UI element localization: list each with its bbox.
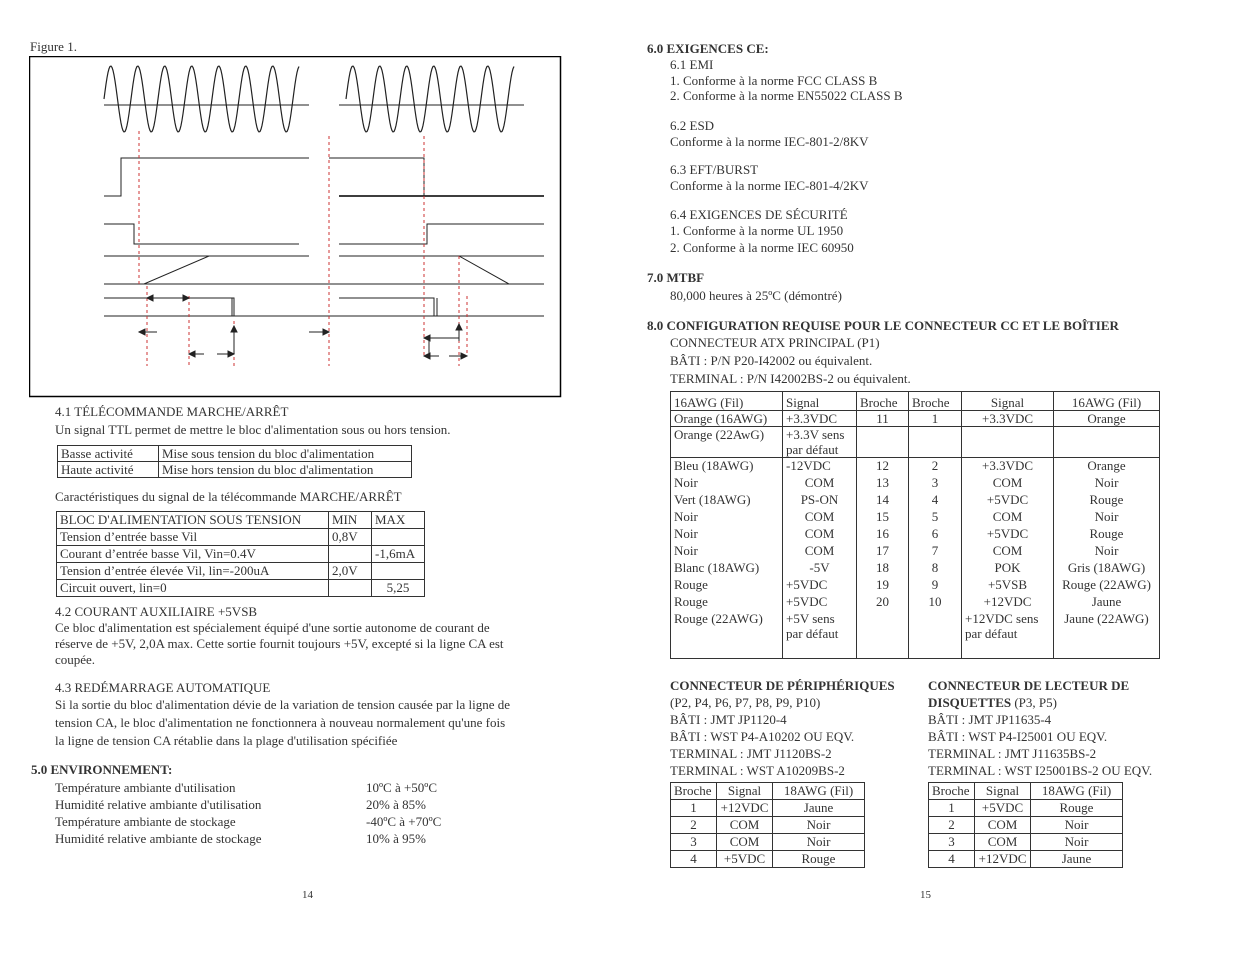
- table-cell: 3: [671, 834, 717, 851]
- table-row: [929, 817, 1123, 834]
- table-cell: [909, 427, 962, 458]
- table-row: [671, 427, 1160, 458]
- table-cell: Noir: [671, 526, 783, 543]
- table-cell: 3: [929, 834, 975, 851]
- table-cell: +5VDC: [975, 800, 1031, 817]
- table-cell: Rouge (22AWG): [1054, 577, 1160, 594]
- s62-text: Conforme à la norme IEC-801-2/8KV: [670, 134, 869, 149]
- floppy-table: [928, 782, 1123, 868]
- table-cell: Noir: [773, 817, 865, 834]
- table-cell: [329, 546, 372, 563]
- table-cell: Jaune: [773, 800, 865, 817]
- table-cell: 2: [929, 817, 975, 834]
- table-row: [671, 509, 1160, 526]
- table-cell: Jaune: [1031, 851, 1123, 868]
- table-row: [58, 446, 412, 462]
- env-value: -40ºC à +70ºC: [366, 814, 442, 829]
- s61-item: 1. Conforme à la norme FCC CLASS B: [670, 73, 878, 88]
- s6-title: 6.0 EXIGENCES CE:: [647, 41, 769, 56]
- s7-text: 80,000 heures à 25ºC (démontré): [670, 288, 842, 303]
- table-cell: Rouge: [1054, 526, 1160, 543]
- table-cell: +5V sens par défaut: [783, 611, 857, 659]
- s42-line: réserve de +5V, 2,0A max. Cette sortie fournit toujours +5V, excepté si la ligne CA est: [55, 636, 504, 651]
- page-number: 15: [920, 889, 931, 901]
- table-cell: [857, 427, 909, 458]
- table-cell: +3.3VDC: [783, 411, 857, 427]
- table-cell: 18: [857, 560, 909, 577]
- periph-line: TERMINAL : WST A10209BS-2: [670, 763, 845, 778]
- table-cell: PS-ON: [783, 492, 857, 509]
- figure-label: Figure 1.: [30, 39, 77, 54]
- table-cell: Noir: [1054, 543, 1160, 560]
- table-row: [58, 462, 412, 478]
- table-cell: Bleu (18AWG): [671, 458, 783, 475]
- table-cell: 8: [909, 560, 962, 577]
- table-header: Broche: [929, 783, 975, 800]
- table-cell: 20: [857, 594, 909, 611]
- table-cell: Rouge: [671, 577, 783, 594]
- table-row: [671, 560, 1160, 577]
- table-row: [671, 851, 865, 868]
- table-header: 16AWG (Fil): [1054, 392, 1160, 411]
- table-row: [671, 411, 1160, 427]
- table-cell: Noir: [1054, 475, 1160, 492]
- floppy-title-line2: [928, 695, 1057, 711]
- table-cell: 9: [909, 577, 962, 594]
- table-row: [671, 526, 1160, 543]
- table-cell: Blanc (18AWG): [671, 560, 783, 577]
- table-cell: Jaune: [1054, 594, 1160, 611]
- table-row: [929, 851, 1123, 868]
- table-cell: 12: [857, 458, 909, 475]
- table-header: 18AWG (Fil): [1031, 783, 1123, 800]
- s43-line: Si la sortie du bloc d'alimentation dévie de la variation de tension causée par la ligne de: [55, 697, 511, 712]
- table-header: Signal: [975, 783, 1031, 800]
- s63-text: Conforme à la norme IEC-801-4/2KV: [670, 178, 869, 193]
- table-cell: 19: [857, 577, 909, 594]
- table-header: Signal: [783, 392, 857, 411]
- table-row: [929, 783, 1123, 800]
- table-header: Broche: [671, 783, 717, 800]
- table-row: [671, 783, 865, 800]
- env-value: 10% à 95%: [366, 831, 426, 846]
- periph-title: CONNECTEUR DE PÉRIPHÉRIQUES: [670, 678, 895, 693]
- table-cell: Rouge: [1054, 492, 1160, 509]
- timing-diagram: [29, 56, 562, 398]
- table-row: [671, 475, 1160, 492]
- s8-line: CONNECTEUR ATX PRINCIPAL (P1): [670, 335, 880, 350]
- table-header: 16AWG (Fil): [671, 392, 783, 411]
- table-cell: +5VDC: [783, 577, 857, 594]
- table-cell: +5VDC: [783, 594, 857, 611]
- env-label: Humidité relative ambiante de stockage: [55, 831, 262, 846]
- table-cell: 1: [671, 800, 717, 817]
- table-cell: COM: [717, 817, 773, 834]
- table-cell: +5VDC: [962, 492, 1054, 509]
- table-row: [57, 512, 425, 529]
- s41-text: Un signal TTL permet de mettre le bloc d'alimentation sous ou hors tension.: [55, 422, 451, 437]
- table-cell: COM: [975, 834, 1031, 851]
- table-cell: +3.3V sens par défaut: [783, 427, 857, 458]
- periph-line: BÂTI : WST P4-A10202 OU EQV.: [670, 729, 855, 744]
- table-cell: +12VDC: [717, 800, 773, 817]
- table-cell: Noir: [671, 543, 783, 560]
- periph-table: [670, 782, 865, 868]
- table-cell: Noir: [773, 834, 865, 851]
- table-cell: COM: [962, 509, 1054, 526]
- table-cell: COM: [783, 543, 857, 560]
- s8-line: BÂTI : P/N P20-I42002 ou équivalent.: [670, 353, 873, 368]
- table-header: Broche: [857, 392, 909, 411]
- table-cell: 2,0V: [329, 563, 372, 580]
- table-cell: COM: [717, 834, 773, 851]
- table-cell: Tension d’entrée basse Vil: [57, 529, 329, 546]
- s5-title: 5.0 ENVIRONNEMENT:: [31, 762, 173, 777]
- table-row: [671, 392, 1160, 411]
- table-cell: Noir: [671, 509, 783, 526]
- table-cell: COM: [783, 509, 857, 526]
- table-row: [929, 800, 1123, 817]
- table-row: [57, 563, 425, 580]
- s62-title: 6.2 ESD: [670, 118, 715, 133]
- periph-line: BÂTI : JMT JP1120-4: [670, 712, 787, 727]
- floppy-line: BÂTI : JMT JP11635-4: [928, 712, 1052, 727]
- s42-title: 4.2 COURANT AUXILIAIRE +5VSB: [55, 604, 258, 619]
- table-cell: Rouge: [1031, 800, 1123, 817]
- table-cell: Mise sous tension du bloc d'alimentation: [159, 446, 412, 462]
- table-cell: Noir: [1031, 817, 1123, 834]
- s43-line: la ligne de tension CA rétablie dans la plage d'utilisation spécifiée: [55, 733, 398, 748]
- s42-line: Ce bloc d'alimentation est spécialement équipé d'une sortie autonome de courant de: [55, 620, 490, 635]
- table-cell: Orange: [1054, 411, 1160, 427]
- table-cell: Orange: [1054, 458, 1160, 475]
- table-cell: Basse activité: [58, 446, 159, 462]
- env-label: Température ambiante de stockage: [55, 814, 236, 829]
- table-cell: [962, 427, 1054, 458]
- table-cell: COM: [975, 817, 1031, 834]
- table-cell: [372, 529, 425, 546]
- table-cell: Rouge: [773, 851, 865, 868]
- floppy-title: CONNECTEUR DE LECTEUR DE: [928, 678, 1130, 693]
- floppy-title-ports: (P3, P5): [1014, 695, 1057, 710]
- table-cell: Orange (22AwG): [671, 427, 783, 458]
- table-row: [671, 594, 1160, 611]
- table-row: [929, 834, 1123, 851]
- floppy-title-bold: DISQUETTES: [928, 695, 1012, 710]
- s43-line: tension CA, le bloc d'alimentation ne fonctionnera à nouveau normalement qu'une fois: [55, 715, 506, 730]
- s61-item: 2. Conforme à la norme EN55022 CLASS B: [670, 88, 903, 103]
- s43-title: 4.3 REDÉMARRAGE AUTOMATIQUE: [55, 680, 271, 695]
- table-cell: Noir: [671, 475, 783, 492]
- table-cell: Noir: [1054, 509, 1160, 526]
- table-header: Broche: [909, 392, 962, 411]
- table-cell: 2: [909, 458, 962, 475]
- table-header: Signal: [717, 783, 773, 800]
- table-cell: 4: [909, 492, 962, 509]
- table-row: [671, 543, 1160, 560]
- table-cell: -5V: [783, 560, 857, 577]
- s61-title: 6.1 EMI: [670, 57, 714, 72]
- s63-title: 6.3 EFT/BURST: [670, 162, 759, 177]
- atx-table: [670, 391, 1160, 659]
- env-value: 10ºC à +50ºC: [366, 780, 438, 795]
- s7-title: 7.0 MTBF: [647, 270, 705, 285]
- table-cell: COM: [783, 526, 857, 543]
- table-cell: Noir: [1031, 834, 1123, 851]
- table-cell: Mise hors tension du bloc d'alimentation: [159, 462, 412, 478]
- table-cell: +5VDC: [962, 526, 1054, 543]
- s42-line: coupée.: [55, 652, 96, 667]
- floppy-line: BÂTI : WST P4-I25001 OU EQV.: [928, 729, 1108, 744]
- table-cell: 1: [929, 800, 975, 817]
- table-cell: 2: [671, 817, 717, 834]
- table-row: [671, 611, 1160, 659]
- table-cell: +5VDC: [717, 851, 773, 868]
- char-table: [56, 511, 425, 597]
- table-cell: 4: [671, 851, 717, 868]
- table-header: MIN: [329, 512, 372, 529]
- table-header: Signal: [962, 392, 1054, 411]
- table-cell: 17: [857, 543, 909, 560]
- periph-line: (P2, P4, P6, P7, P8, P9, P10): [670, 695, 821, 710]
- table-cell: COM: [962, 475, 1054, 492]
- table-header: 18AWG (Fil): [773, 783, 865, 800]
- table-cell: +12VDC: [962, 594, 1054, 611]
- table-cell: 4: [929, 851, 975, 868]
- table-cell: 11: [857, 411, 909, 427]
- table-cell: -12VDC: [783, 458, 857, 475]
- activity-table: [57, 445, 412, 478]
- periph-line: TERMINAL : JMT J1120BS-2: [670, 746, 832, 761]
- table-cell: 1: [909, 411, 962, 427]
- floppy-line: TERMINAL : WST I25001BS-2 OU EQV.: [928, 763, 1153, 778]
- table-cell: +12VDC sens par défaut: [962, 611, 1054, 659]
- table-row: [57, 580, 425, 597]
- table-cell: 5: [909, 509, 962, 526]
- table-cell: 5,25: [372, 580, 425, 597]
- table-cell: 13: [857, 475, 909, 492]
- table-cell: [329, 580, 372, 597]
- table-cell: 7: [909, 543, 962, 560]
- floppy-line: TERMINAL : JMT J11635BS-2: [928, 746, 1097, 761]
- table-row: [57, 546, 425, 563]
- page-number: 14: [302, 889, 313, 901]
- table-cell: 3: [909, 475, 962, 492]
- table-cell: Courant d’entrée basse Vil, Vin=0.4V: [57, 546, 329, 563]
- table-cell: Rouge: [671, 594, 783, 611]
- table-row: [671, 492, 1160, 509]
- s8-line: TERMINAL : P/N I42002BS-2 ou équivalent.: [670, 371, 911, 386]
- s64-item: 1. Conforme à la norme UL 1950: [670, 223, 844, 238]
- table-cell: 0,8V: [329, 529, 372, 546]
- table-row: [671, 834, 865, 851]
- env-label: Température ambiante d'utilisation: [55, 780, 236, 795]
- table-cell: +3.3VDC: [962, 411, 1054, 427]
- table-row: [57, 529, 425, 546]
- table-cell: [1054, 427, 1160, 458]
- env-label: Humidité relative ambiante d'utilisation: [55, 797, 262, 812]
- table-cell: 15: [857, 509, 909, 526]
- table-cell: Tension d’entrée élevée Vil, lin=-200uA: [57, 563, 329, 580]
- table-cell: 6: [909, 526, 962, 543]
- table-row: [671, 817, 865, 834]
- table-cell: 10: [909, 594, 962, 611]
- s8-title: 8.0 CONFIGURATION REQUISE POUR LE CONNECTEUR CC ET LE BOÎTIER: [647, 318, 1119, 333]
- s41-title: 4.1 TÉLÉCOMMANDE MARCHE/ARRÊT: [55, 404, 289, 419]
- table-cell: 14: [857, 492, 909, 509]
- table-cell: Circuit ouvert, lin=0: [57, 580, 329, 597]
- table-cell: COM: [783, 475, 857, 492]
- table-cell: Vert (18AWG): [671, 492, 783, 509]
- table-header: BLOC D'ALIMENTATION SOUS TENSION: [57, 512, 329, 529]
- table-header: MAX: [372, 512, 425, 529]
- table-row: [671, 458, 1160, 475]
- table-cell: Haute activité: [58, 462, 159, 478]
- table-cell: -1,6mA: [372, 546, 425, 563]
- table-cell: [372, 563, 425, 580]
- table-cell: [857, 611, 909, 659]
- table-cell: Jaune (22AWG): [1054, 611, 1160, 659]
- table-cell: Rouge (22AWG): [671, 611, 783, 659]
- table-cell: Orange (16AWG): [671, 411, 783, 427]
- table-cell: COM: [962, 543, 1054, 560]
- table-cell: Gris (18AWG): [1054, 560, 1160, 577]
- table-cell: +3.3VDC: [962, 458, 1054, 475]
- table-cell: +5VSB: [962, 577, 1054, 594]
- table-row: [671, 800, 865, 817]
- s64-title: 6.4 EXIGENCES DE SÉCURITÉ: [670, 207, 848, 222]
- env-value: 20% à 85%: [366, 797, 426, 812]
- table-cell: POK: [962, 560, 1054, 577]
- table-row: [671, 577, 1160, 594]
- table-cell: [909, 611, 962, 659]
- table-cell: +12VDC: [975, 851, 1031, 868]
- char-title: Caractéristiques du signal de la télécommande MARCHE/ARRÊT: [55, 489, 402, 504]
- table-cell: 16: [857, 526, 909, 543]
- s64-item: 2. Conforme à la norme IEC 60950: [670, 240, 854, 255]
